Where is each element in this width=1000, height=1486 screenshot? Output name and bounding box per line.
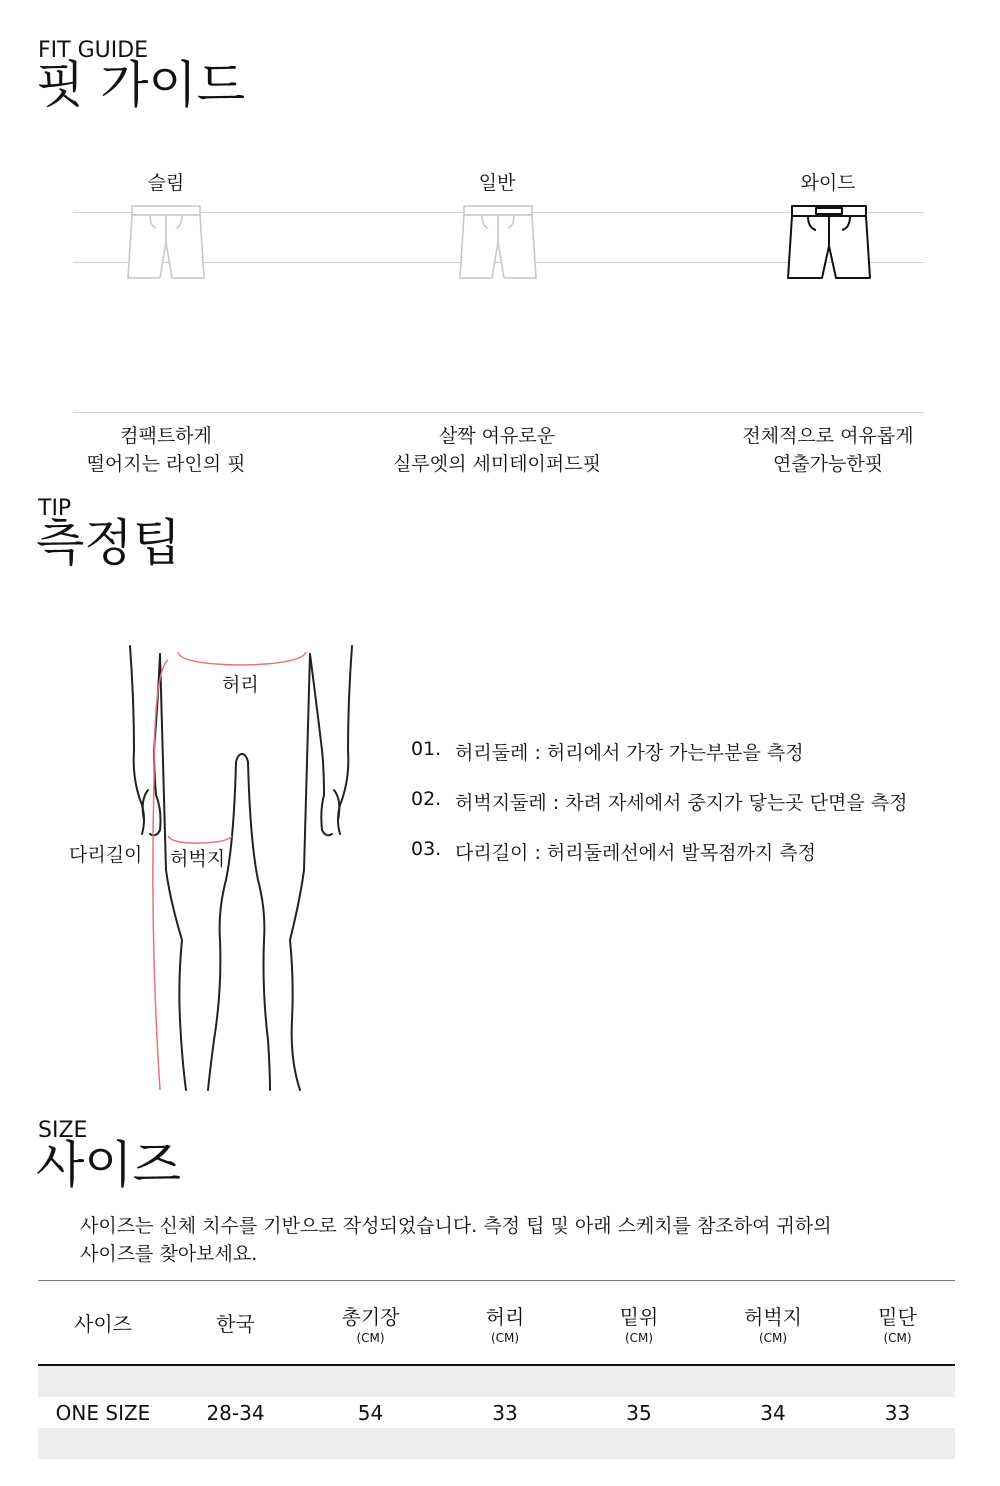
diagram-label-leg-length: 다리길이 bbox=[69, 844, 143, 866]
size-eng-title: SIZE bbox=[38, 1118, 88, 1143]
fit-option-label-slim: 슬림 bbox=[147, 172, 185, 194]
tip-item-number: 01. bbox=[411, 738, 442, 760]
tip-item-text: 다리길이 : 허리둘레선에서 발목점까지 측정 bbox=[455, 842, 816, 864]
size-table bbox=[38, 1280, 955, 1459]
col-header-thigh bbox=[706, 1281, 840, 1366]
fit-guide-eng-title: FIT GUIDE bbox=[38, 38, 149, 63]
fit-guide-title: 핏 가이드 bbox=[36, 56, 246, 114]
tip-item-3 bbox=[411, 838, 816, 865]
diagram-label-waist: 허리 bbox=[222, 674, 259, 696]
cell-total-length: 54 bbox=[357, 1400, 384, 1425]
fit-desc-slim-line2: 떨어지는 라인의 핏 bbox=[86, 453, 246, 475]
col-header-total-length bbox=[303, 1281, 438, 1366]
col-header-label: 허리 bbox=[485, 1305, 525, 1329]
tip-item-number: 03. bbox=[411, 838, 442, 860]
cell-waist: 33 bbox=[492, 1400, 518, 1425]
cell-size: ONE SIZE bbox=[55, 1400, 151, 1425]
col-header-unit: (CM) bbox=[758, 1331, 788, 1345]
tip-title: 측정팁 bbox=[36, 514, 181, 572]
fit-desc-regular bbox=[337, 422, 657, 478]
fit-desc-wide-line1: 전체적으로 여유롭게 bbox=[742, 425, 914, 447]
col-header-size bbox=[38, 1281, 168, 1366]
col-header-unit: (CM) bbox=[883, 1331, 912, 1345]
col-header-waist bbox=[438, 1281, 572, 1366]
fit-desc-regular-line1: 살짝 여유로운 bbox=[438, 425, 556, 447]
col-header-label: 총기장 bbox=[341, 1305, 400, 1329]
size-note-line2: 사이즈를 찾아보세요. bbox=[80, 1243, 258, 1265]
cell-korea: 28-34 bbox=[206, 1400, 265, 1425]
size-note-line1: 사이즈는 신체 치수를 기반으로 작성되었습니다. 측정 팁 및 아래 스케치를 참조하여 귀하의 bbox=[80, 1215, 832, 1237]
col-header-korea bbox=[168, 1281, 303, 1366]
fit-option-label-regular: 일반 bbox=[478, 172, 516, 194]
col-header-label: 한국 bbox=[216, 1312, 255, 1336]
col-header-label: 허벅지 bbox=[744, 1305, 802, 1329]
cell-thigh: 34 bbox=[760, 1400, 786, 1425]
size-note bbox=[80, 1212, 832, 1268]
cell-hem: 33 bbox=[884, 1400, 911, 1425]
tip-item-2 bbox=[411, 788, 907, 815]
col-header-label: 밑위 bbox=[619, 1305, 659, 1329]
size-title: 사이즈 bbox=[36, 1136, 181, 1194]
tip-item-number: 02. bbox=[411, 788, 442, 810]
col-header-unit: (CM) bbox=[356, 1331, 385, 1345]
diagram-label-thigh: 허벅지 bbox=[170, 848, 226, 870]
cell-rise: 35 bbox=[626, 1400, 652, 1425]
table-spacer-row bbox=[38, 1365, 955, 1397]
col-header-label: 밑단 bbox=[878, 1305, 917, 1329]
fit-desc-slim-line1: 컴팩트하게 bbox=[120, 425, 212, 447]
col-header-label: 사이즈 bbox=[74, 1312, 132, 1336]
col-header-unit: (CM) bbox=[624, 1331, 654, 1345]
fit-desc-slim bbox=[6, 422, 326, 478]
fit-option-label-wide: 와이드 bbox=[800, 172, 856, 194]
tip-item-1 bbox=[411, 738, 804, 765]
leg-measurement-diagram bbox=[120, 640, 370, 1100]
tip-eng-title: TIP bbox=[38, 496, 72, 521]
col-header-hem bbox=[840, 1281, 955, 1366]
col-header-unit: (CM) bbox=[490, 1331, 520, 1345]
table-row bbox=[38, 1397, 955, 1428]
fit-desc-wide-line2: 연출가능한핏 bbox=[772, 453, 884, 475]
fit-desc-regular-line2: 실루엣의 세미테이퍼드핏 bbox=[393, 453, 601, 475]
col-header-rise bbox=[572, 1281, 706, 1366]
regular-shorts-icon bbox=[458, 202, 538, 282]
wide-shorts-icon bbox=[786, 202, 872, 282]
fit-desc-wide bbox=[668, 422, 988, 478]
fit-guide-line-bottom bbox=[73, 412, 924, 413]
size-table-header bbox=[38, 1281, 955, 1366]
tip-item-text: 허리둘레 : 허리에서 가장 가는부분을 측정 bbox=[455, 742, 804, 764]
slim-shorts-icon bbox=[126, 202, 206, 282]
tip-item-text: 허벅지둘레 : 차려 자세에서 중지가 닿는곳 단면을 측정 bbox=[455, 792, 908, 814]
table-spacer-row bbox=[38, 1428, 955, 1459]
